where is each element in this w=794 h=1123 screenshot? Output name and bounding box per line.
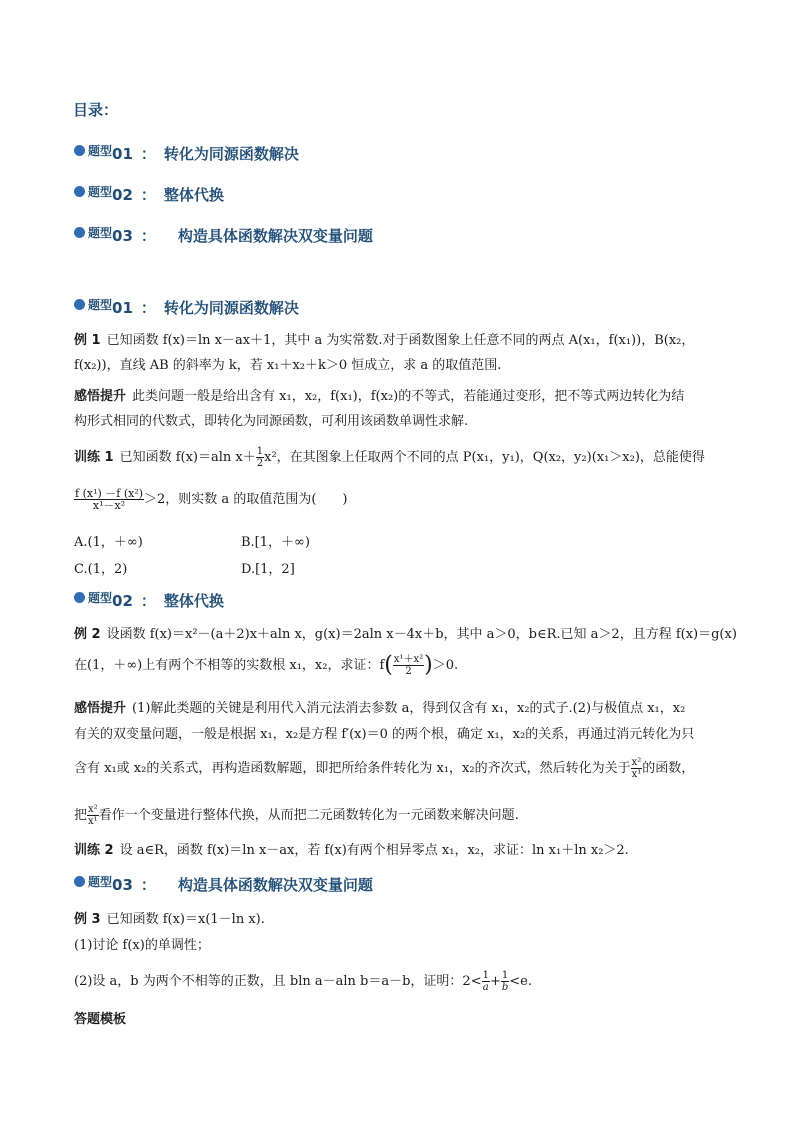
tip-2-line-1: 感悟提升 (1)解此类题的关键是利用代入消元法消去参数 a，得到仅含有 x₁，x₂的式子.(2)与极值点 x₁，x₂	[74, 701, 686, 716]
toc-item-1[interactable]: 题型 01 ： 转化为同源函数解决	[74, 143, 299, 164]
section-heading-3: 题型 03 ： 构造具体函数解决双变量问题	[74, 874, 373, 895]
fraction: $\frac{\text{x¹＋x²}}{2}$	[393, 654, 424, 677]
example-1-line-1: 例 1 已知函数 f(x)＝ln x－ax＋1，其中 a 为实常数.对于函数图象上任意不同的两点 A(x₁，f(x₁))，B(x₂，	[74, 333, 695, 348]
option-b[interactable]: B.[1，＋∞)	[241, 535, 310, 550]
tip-1-line-2: 构形式相同的代数式，即转化为同源函数，可利用该函数单调性求解.	[74, 414, 469, 429]
toc-item-3[interactable]: 题型 03 ： 构造具体函数解决双变量问题	[74, 225, 373, 246]
fraction: $\frac{\text{x²}}{\text{x¹}}$	[631, 757, 642, 780]
answer-template-label: 答题模板	[74, 1012, 127, 1027]
option-a[interactable]: A.(1，＋∞)	[74, 535, 143, 550]
fraction: $\frac{\text{x²}}{\text{x¹}}$	[88, 804, 98, 827]
section-heading-1: 题型 01 ： 转化为同源函数解决	[74, 297, 299, 318]
location-pin-icon	[74, 299, 85, 310]
training-2: 训练 2 设 a∈R，函数 f(x)＝ln x－ax，若 f(x)有两个相异零点 x₁，x₂，求证：ln x₁＋ln x₂＞2.	[74, 843, 629, 858]
example-1-line-2: f(x₂))，直线 AB 的斜率为 k，若 x₁＋x₂＋k＞0 恒成立，求 a 的取值范围.	[74, 358, 502, 373]
fraction: $\frac{1}{a}$	[482, 970, 489, 993]
tip-1-line-1: 感悟提升 此类问题一般是给出含有 x₁，x₂，f(x₁)，f(x₂)的不等式，若能通过变形，把不等式两边转化为结	[74, 389, 685, 404]
location-pin-icon	[74, 876, 85, 887]
training-1-line-1: 训练 1 已知函数 f(x)＝aln x＋ $\frac{1}{2}$ x²，在其图象上任取两个不同的点 P(x₁，y₁)，Q(x₂，y₂)(x₁＞x₂)，总能使得	[74, 446, 705, 469]
example-3-line-1: 例 3 已知函数 f(x)＝x(1－ln x).	[74, 912, 265, 927]
example-3-line-3: (2)设 a，b 为两个不相等的正数，且 bln a－aln b＝a－b，证明：2< $\frac{1}{a}$ + $\frac{1}{b}$ <e.	[74, 970, 532, 993]
tip-2-line-4: 把 $\frac{\text{x²}}{\text{x¹}}$ 看作一个变量进行整体代换，从而把二元函数转化为一元函数来解决问题.	[74, 804, 519, 827]
tip-2-line-2: 有关的双变量问题，一般是根据 x₁，x₂是方程 f′(x)＝0 的两个根，确定 x₁，x₂的关系，再通过消元转化为只	[74, 727, 695, 742]
toc-item-2[interactable]: 题型 02 ： 整体代换	[74, 184, 224, 205]
fraction: $\frac{1}{b}$	[501, 970, 509, 993]
fraction: $\frac{1}{2}$	[256, 446, 264, 469]
example-2-line-1: 例 2 设函数 f(x)＝x²－(a＋2)x＋aln x，g(x)＝2aln x－4x＋b，其中 a＞0，b∈R.已知 a＞2，且方程 f(x)＝g(x)	[74, 627, 737, 642]
location-pin-icon	[74, 186, 85, 197]
option-d[interactable]: D.[1，2]	[241, 562, 295, 577]
example-2-line-2: 在(1，＋∞)上有两个不相等的实数根 x₁，x₂，求证：f( $\frac{\text{x¹＋x²}}{2}$ )＞0.	[74, 652, 459, 678]
location-pin-icon	[74, 592, 85, 603]
toc-title: 目录：	[73, 101, 119, 119]
example-3-line-2: (1)讨论 f(x)的单调性；	[74, 938, 210, 953]
fraction: $\frac{\text{f (x¹) －f (x²)}}{\text{x¹－x²}}$	[75, 487, 144, 512]
location-pin-icon	[74, 145, 85, 156]
option-c[interactable]: C.(1，2)	[74, 562, 128, 577]
section-heading-2: 题型 02 ： 整体代换	[74, 590, 224, 611]
tip-2-line-3: 含有 x₁或 x₂的关系式，再构造函数解题，即把所给条件转化为 x₁，x₂的齐次式，然后转化为关于 $\frac{\text{x²}}{\text{x¹}}$ 的函数，	[74, 757, 695, 780]
location-pin-icon	[74, 227, 85, 238]
training-1-line-2: $\frac{\text{f (x¹) －f (x²)}}{\text{x¹－x²}}$ ＞2，则实数 a 的取值范围为( )	[75, 487, 348, 512]
